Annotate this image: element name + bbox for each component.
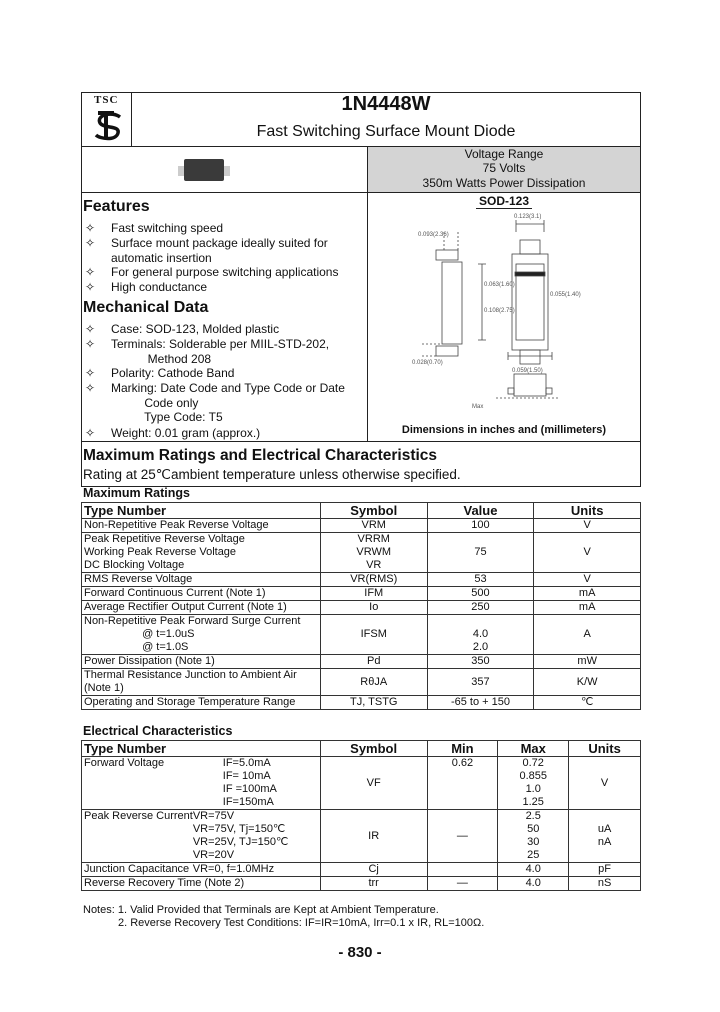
units-cell: mA [534, 587, 641, 601]
bullet-icon: ✧ [85, 236, 96, 250]
units-cell: V [534, 533, 641, 573]
mechanical-title: Mechanical Data [83, 299, 209, 316]
table-row [82, 533, 641, 573]
units-cell: K/W [534, 669, 641, 696]
symbol-cell: IFM [320, 587, 427, 601]
dim-label: 0.055(1.40) [550, 292, 581, 298]
param-cell: Non-Repetitive Peak Forward Surge Current @ t=1.0uS @ t=1.0S [82, 615, 321, 655]
param-cell [82, 877, 321, 891]
bullet-icon: ✧ [85, 221, 96, 235]
mechanical-item-3: Polarity: Cathode Band [111, 366, 235, 380]
package-name-underline [476, 208, 532, 209]
max-cell: 4.0 [498, 863, 569, 877]
note-1: Notes: 1. Valid Provided that Terminals are Kept at Ambient Temperature. [83, 904, 439, 916]
units-cell: uA nA [569, 810, 641, 863]
features-title: Features [83, 198, 150, 215]
param-cell: Thermal Resistance Junction to Ambient Air (Note 1) [82, 669, 321, 696]
bullet-icon: ✧ [85, 265, 96, 279]
table-row [82, 863, 641, 877]
header-cell: Symbol [320, 741, 427, 757]
bullet-icon: ✧ [85, 366, 96, 380]
note-2: 2. Reverse Recovery Test Conditions: IF=IR=10mA, Irr=0.1 x IR, RL=100Ω. [118, 917, 485, 929]
header-cell: Max [498, 741, 569, 757]
dim-label: 0.123(3.1) [514, 214, 542, 220]
units-cell: mA [534, 601, 641, 615]
header-cell: Symbol [320, 503, 427, 519]
spec-line-1: Voltage Range [464, 147, 544, 161]
max-ratings-table [81, 502, 641, 710]
units-cell: V [534, 573, 641, 587]
param-cell: RMS Reverse Voltage [82, 573, 321, 587]
dim-label: 0.108(2.75) [484, 308, 515, 314]
symbol-cell: VF [320, 757, 427, 810]
part-number: 1N4448W [341, 93, 431, 115]
param-cell: Operating and Storage Temperature Range [82, 696, 321, 710]
subtitle: Fast Switching Surface Mount Diode [256, 123, 516, 140]
units-cell: A [534, 615, 641, 655]
value-cell: -65 to + 150 [427, 696, 534, 710]
max-cell: 2.5 50 30 25 [498, 810, 569, 863]
table-row [82, 696, 641, 710]
table-header-row [82, 503, 641, 519]
param-conditions: VR=75V VR=75V, Tj=150℃ VR=25V, TJ=150℃ VR=20V [192, 810, 289, 861]
symbol-cell: VRM [320, 519, 427, 533]
feature-item-4: High conductance [111, 280, 208, 294]
max-cell: 0.72 0.855 1.0 1.25 [498, 757, 569, 810]
diode-package-image [178, 157, 230, 183]
table-row [82, 655, 641, 669]
param-cell [82, 810, 321, 863]
units-cell: mW [534, 655, 641, 669]
logo-text: TSC [94, 94, 119, 106]
feature-item-3: For general purpose switching applications [111, 265, 339, 279]
header-cell: Value [427, 503, 534, 519]
electrical-title: Electrical Characteristics [83, 724, 233, 738]
package-name: SOD-123 [478, 194, 530, 208]
spec-line-2: 75 Volts [482, 161, 526, 175]
dim-label: Max [472, 404, 484, 410]
value-cell: 350 [427, 655, 534, 669]
param-cell: Average Rectifier Output Current (Note 1) [82, 601, 321, 615]
bullet-icon: ✧ [85, 322, 96, 336]
ratings-section-note: Rating at 25℃ambient temperature unless otherwise specified. [83, 467, 461, 482]
param-cell: Power Dissipation (Note 1) [82, 655, 321, 669]
diode-body [184, 159, 224, 181]
bullet-icon: ✧ [85, 337, 96, 351]
value-cell: 100 [427, 519, 534, 533]
electrical-table [81, 740, 641, 891]
param-name: Reverse Recovery Time (Note 2) [84, 877, 245, 889]
page-number: - 830 - [338, 944, 382, 961]
value-cell: 500 [427, 587, 534, 601]
table-row [82, 573, 641, 587]
ratings-section-title: Maximum Ratings and Electrical Characteristics [83, 447, 438, 464]
table-row [82, 757, 641, 810]
dim-label: 0.028(0.70) [412, 360, 443, 366]
package-caption: Dimensions in inches and (millimeters) [401, 424, 607, 436]
value-cell: 357 [427, 669, 534, 696]
units-cell: V [534, 519, 641, 533]
mechanical-item-1: Case: SOD-123, Molded plastic [111, 322, 280, 336]
symbol-cell: TJ, TSTG [320, 696, 427, 710]
min-cell: — [427, 877, 498, 891]
symbol-cell: Io [320, 601, 427, 615]
header-cell: Type Number [82, 741, 321, 757]
units-cell: V [569, 757, 641, 810]
feature-item-1: Fast switching speed [111, 221, 224, 235]
header-cell: Type Number [82, 503, 321, 519]
table-row [82, 587, 641, 601]
dim-label: 0.063(1.60) [484, 282, 515, 288]
param-cell: Forward Continuous Current (Note 1) [82, 587, 321, 601]
param-name: Peak Reverse Current [84, 810, 193, 822]
header-cell: Units [569, 741, 641, 757]
symbol-cell: IR [320, 810, 427, 863]
param-name: Forward Voltage [84, 757, 165, 769]
param-cell: Non-Repetitive Peak Reverse Voltage [82, 519, 321, 533]
min-cell: — [427, 810, 498, 863]
value-cell: 53 [427, 573, 534, 587]
param-conditions: IF=5.0mA IF= 10mA IF =100mA IF=150mA [222, 757, 277, 808]
units-cell: pF [569, 863, 641, 877]
symbol-cell: IFSM [320, 615, 427, 655]
units-cell: nS [569, 877, 641, 891]
diode-lead-right [224, 166, 230, 176]
bullet-icon: ✧ [85, 280, 96, 294]
spec-line-3: 350m Watts Power Dissipation [422, 176, 586, 190]
mechanical-item-2: Terminals: Solderable per MIIL-STD-202, Method 208 [111, 337, 330, 366]
bullet-icon: ✧ [85, 426, 96, 440]
table-row [82, 519, 641, 533]
package-dimension-drawing [412, 212, 597, 417]
features-divider [367, 192, 368, 442]
min-cell: 0.62 [427, 757, 498, 810]
table-row [82, 877, 641, 891]
param-conditions: VR=0, f=1.0MHz [192, 863, 275, 875]
table-row [82, 810, 641, 863]
symbol-cell: trr [320, 877, 427, 891]
header-cell: Min [427, 741, 498, 757]
max-cell: 4.0 [498, 877, 569, 891]
mechanical-item-5: Weight: 0.01 gram (approx.) [111, 426, 261, 440]
header-cell: Units [534, 503, 641, 519]
param-name: Junction Capacitance [84, 863, 190, 875]
symbol-cell: RθJA [320, 669, 427, 696]
value-cell: 250 [427, 601, 534, 615]
param-cell: Peak Repetitive Reverse Voltage Working Peak Reverse Voltage DC Blocking Voltage [82, 533, 321, 573]
table-header-row [82, 741, 641, 757]
symbol-cell: Pd [320, 655, 427, 669]
feature-item-2: Surface mount package ideally suited for automatic insertion [111, 236, 328, 265]
symbol-cell: Cj [320, 863, 427, 877]
value-cell: 4.0 2.0 [427, 615, 534, 655]
symbol-cell: VRRM VRWM VR [320, 533, 427, 573]
tsc-logo-icon [92, 107, 124, 143]
max-ratings-title: Maximum Ratings [83, 486, 190, 500]
table-row [82, 669, 641, 696]
value-cell: 75 [427, 533, 534, 573]
bullet-icon: ✧ [85, 381, 96, 395]
table-row [82, 615, 641, 655]
param-cell [82, 863, 321, 877]
mechanical-item-4: Marking: Date Code and Type Code or Date Code only Type Code: T5 [111, 381, 345, 424]
dim-label: 0.093(2.36) [418, 232, 449, 238]
units-cell: ℃ [534, 696, 641, 710]
param-cell [82, 757, 321, 810]
table-row [82, 601, 641, 615]
dim-label: 0.059(1.50) [512, 368, 543, 374]
symbol-cell: VR(RMS) [320, 573, 427, 587]
min-cell [427, 863, 498, 877]
